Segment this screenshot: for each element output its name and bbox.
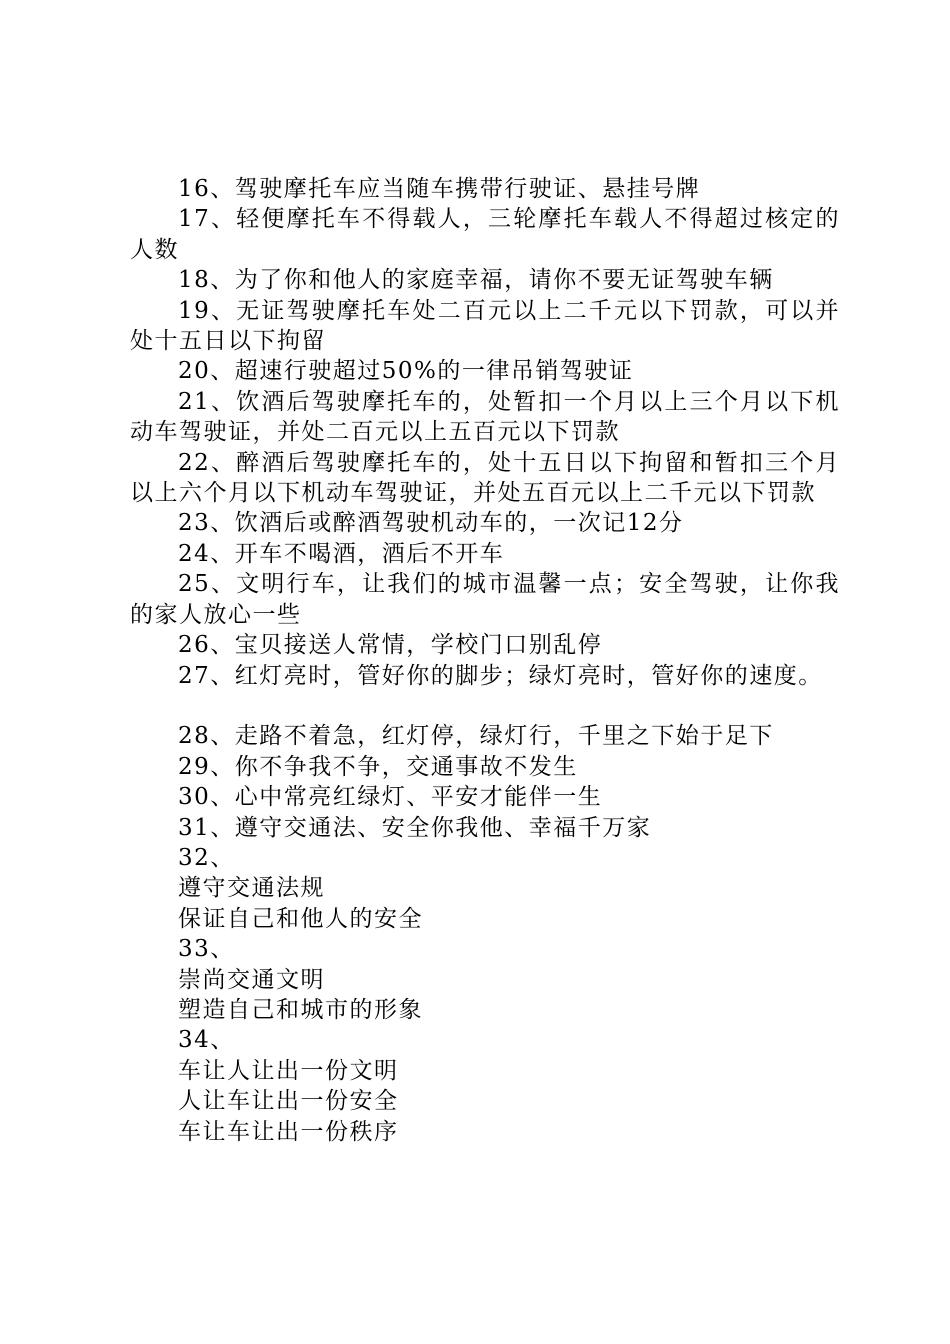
paragraph-16: 16、驾驶摩托车应当随车携带行驶证、悬挂号牌 bbox=[178, 176, 701, 202]
paragraph-30: 30、心中常亮红绿灯、平安才能伴一生 bbox=[178, 784, 603, 811]
paragraph-20: 20、超速行驶超过50%的一律吊销驾驶证 bbox=[178, 358, 634, 385]
item-32-line-2: 保证自己和他人的安全 bbox=[178, 905, 423, 932]
paragraph-23: 23、饮酒后或醉酒驾驶机动车的，一次记12分 bbox=[178, 510, 684, 537]
paragraph-25: 25、文明行车，让我们的城市温馨一点；安全驾驶，让你我的家人放心一些 bbox=[130, 571, 840, 628]
item-34-line-1: 车让人让出一份文明 bbox=[178, 1057, 399, 1084]
document-body bbox=[130, 174, 840, 1147]
item-33-line-2: 塑造自己和城市的形象 bbox=[178, 996, 423, 1023]
paragraph-18: 18、为了你和他人的家庭幸福，请你不要无证驾驶车辆 bbox=[178, 267, 774, 294]
item-32-number: 32、 bbox=[178, 844, 235, 871]
paragraph-22: 22、醉酒后驾驶摩托车的，处十五日以下拘留和暂扣三个月以上六个月以下机动车驾驶证，并处五百元以上二千元以下罚款 bbox=[130, 449, 840, 507]
item-33-line-1: 崇尚交通文明 bbox=[178, 966, 325, 993]
item-34-line-2: 人让车让出一份安全 bbox=[178, 1088, 399, 1115]
paragraph-28: 28、走路不着急，红灯停，绿灯行，千里之下始于足下 bbox=[178, 723, 774, 750]
paragraph-17: 17、轻便摩托车不得载人，三轮摩托车载人不得超过核定的人数 bbox=[130, 206, 840, 263]
blank-line bbox=[130, 691, 840, 721]
item-33-number: 33、 bbox=[178, 936, 235, 963]
paragraph-24: 24、开车不喝酒，酒后不开车 bbox=[178, 540, 505, 567]
item-32-line-1: 遵守交通法规 bbox=[178, 875, 325, 902]
paragraph-26: 26、宝贝接送人常情，学校门口别乱停 bbox=[178, 632, 603, 659]
item-34-line-3: 车让车让出一份秩序 bbox=[178, 1118, 399, 1145]
paragraph-27: 27、红灯亮时，管好你的脚步；绿灯亮时，管好你的速度。 bbox=[178, 662, 823, 689]
paragraph-29: 29、你不争我不争，交通事故不发生 bbox=[178, 753, 578, 780]
item-34-number: 34、 bbox=[178, 1027, 235, 1054]
paragraph-21: 21、饮酒后驾驶摩托车的，处暂扣一个月以上三个月以下机动车驾驶证，并处二百元以上五百元以下罚款 bbox=[130, 388, 840, 446]
paragraph-19: 19、无证驾驶摩托车处二百元以上二千元以下罚款，可以并处十五日以下拘留 bbox=[130, 297, 840, 355]
paragraph-31: 31、遵守交通法、安全你我他、幸福千万家 bbox=[178, 814, 652, 841]
